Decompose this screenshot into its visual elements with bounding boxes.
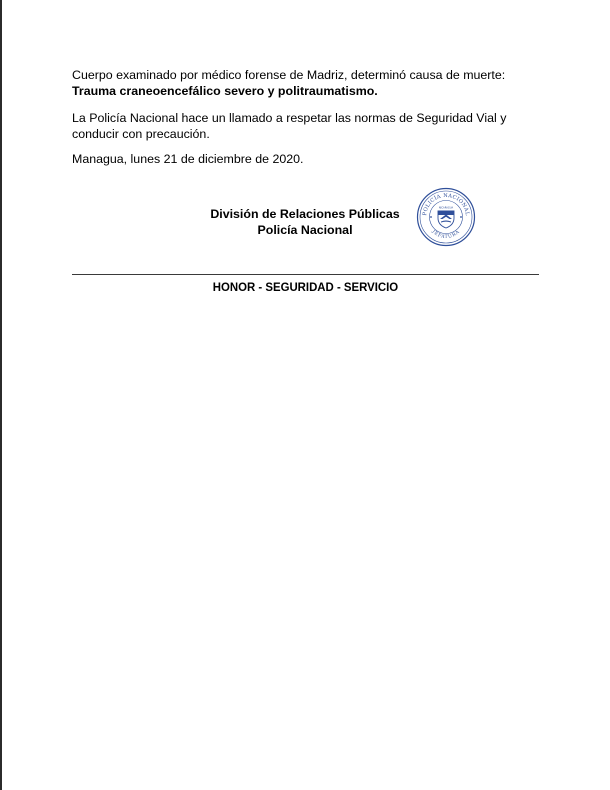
dateline: Managua, lunes 21 de diciembre de 2020. — [72, 152, 304, 166]
seal-top-text: POLICÍA NACIONAL — [421, 192, 471, 217]
institutional-motto: HONOR - SEGURIDAD - SERVICIO — [212, 280, 399, 294]
signature-institution: Policía Nacional — [257, 223, 353, 237]
seal-inner-text: NICARAGUA — [438, 206, 454, 210]
paragraph-road-safety: La Policía Nacional hace un llamado a respetar las normas de Seguridad Vial y conducir con precaución. — [72, 111, 507, 141]
paragraph-cause-bold: Trauma craneoencefálico severo y politraumatismo. — [72, 84, 378, 98]
paragraph-cause-text: Cuerpo examinado por médico forense de Madriz, determinó causa de muerte: — [72, 68, 506, 82]
footer-divider — [72, 274, 539, 275]
seal-bottom-text: JEFATURA — [430, 229, 462, 241]
signature-block — [195, 206, 415, 238]
paragraph-cause-of-death — [72, 67, 546, 99]
police-seal-icon — [416, 187, 476, 247]
signature-division: División de Relaciones Públicas — [210, 207, 400, 221]
page-edge-line — [0, 0, 2, 790]
